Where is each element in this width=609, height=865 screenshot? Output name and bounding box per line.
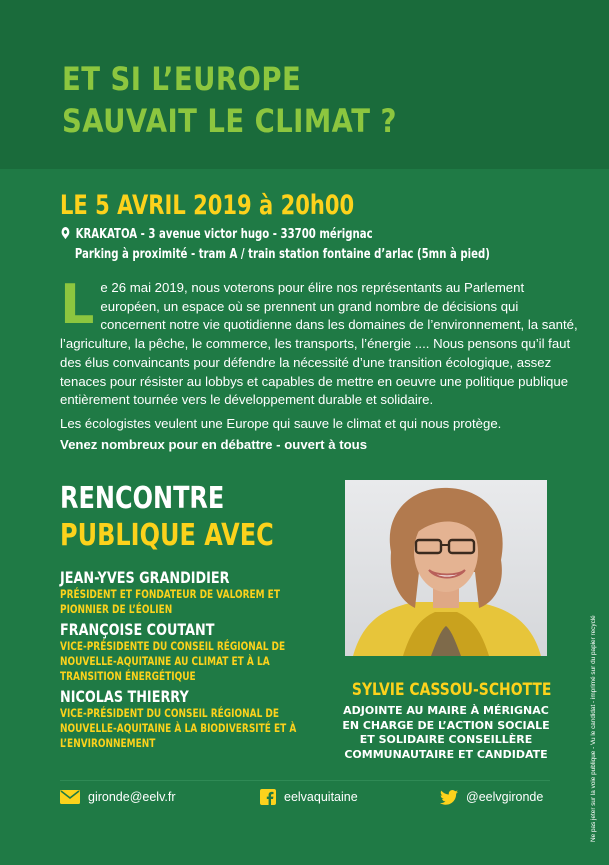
legal-note: Ne pas jeter sur la voie publique - Vu le candidat - imprimé sur du papier recyclé [590,615,597,842]
speaker-role: VICE-PRÉSIDENTE DU CONSEIL RÉGIONAL DE NOUVELLE-AQUITAINE AU CLIMAT ET À LA TRANSITION ÉNERGÉTIQUE [60,639,286,683]
twitter-bird-icon [440,790,458,805]
speaker-role: VICE-PRÉSIDENT DU CONSEIL RÉGIONAL DE NOUVELLE-AQUITAINE À LA BIODIVERSITÉ ET À L’ENVIRONNEMENT [60,706,297,750]
email-contact[interactable] [60,789,176,805]
twitter-handle[interactable]: @eelvgironde [466,790,544,804]
featured-candidate-role: ADJOINTE AU MAIRE À MÉRIGNAC EN CHARGE DE L’ACTION SOCIALE ET SOLIDAIRE CONSEILLÈRE COMMUNAUTAIRE ET CANDIDATE [342,704,550,761]
parking-info: Parking à proximité - tram A / train station fontaine d’arlac (5mn à pied) [74,247,490,262]
venue-address: KRAKATOA - 3 avenue victor hugo - 33700 mérignac [75,227,373,242]
meeting-heading [60,480,274,554]
envelope-icon [60,790,80,804]
page-title [62,58,397,142]
featured-candidate-name [330,680,562,700]
email-address[interactable]: gironde@eelv.fr [88,790,176,804]
footer-divider [60,780,550,781]
featured-candidate-name-text: SYLVIE CASSOU-SCHOTTE [351,680,552,700]
call-to-action: Venez nombreux pour en débattre - ouvert à tous [60,436,368,452]
speaker-item [60,687,350,751]
event-venue-block [60,225,490,265]
facebook-contact[interactable] [260,789,358,805]
event-date: LE 5 AVRIL 2019 à 20h00 [60,190,355,221]
map-pin-icon [60,225,71,239]
title-line-2: SAUVAIT LE CLIMAT ? [62,102,397,140]
speaker-list [60,568,350,754]
drop-cap: L [60,273,95,336]
header-divider [0,164,609,169]
speaker-item [60,568,350,617]
speaker-name: NICOLAS THIERRY [60,687,189,706]
facebook-icon [260,789,276,805]
closing-sentence: Les écologistes veulent une Europe qui sauve le climat et qui nous protège. [60,415,502,431]
speaker-name: JEAN-YVES GRANDIDIER [60,568,230,587]
title-line-1: ET SI L’EUROPE [62,60,302,98]
intro-text [60,273,580,454]
intro-paragraph: e 26 mai 2019, nous voterons pour élire nos représentants au Parlement européen, un espace où se prennent un grand nombre de décisions qui concernent notre vie quotidienne dans les domaines de l’environnement, la santé, l’agriculture, la pêche, le commerce, les transports, l’énergie .... Nous pensons qu’il faut des élus convaincants pour défendre la nécessité d’une transition écologique, assez tenaces pour résister au lobbys et capables de mettre en oeuvre une politique publique entièrement tournée vers le développement durable et solidaire. [60,280,578,408]
speaker-role: PRÉSIDENT ET FONDATEUR DE VALOREM ET PIONNIER DE L’ÉOLIEN [60,587,280,616]
meeting-heading-line-2: PUBLIQUE AVEC [60,518,274,553]
speaker-item [60,620,350,684]
meeting-heading-line-1: RENCONTRE [60,481,225,516]
venue-line [60,225,490,245]
candidate-photo [345,480,547,656]
facebook-handle[interactable]: eelvaquitaine [284,790,358,804]
twitter-contact[interactable] [440,789,543,805]
speaker-name: FRANÇOISE COUTANT [60,620,215,639]
